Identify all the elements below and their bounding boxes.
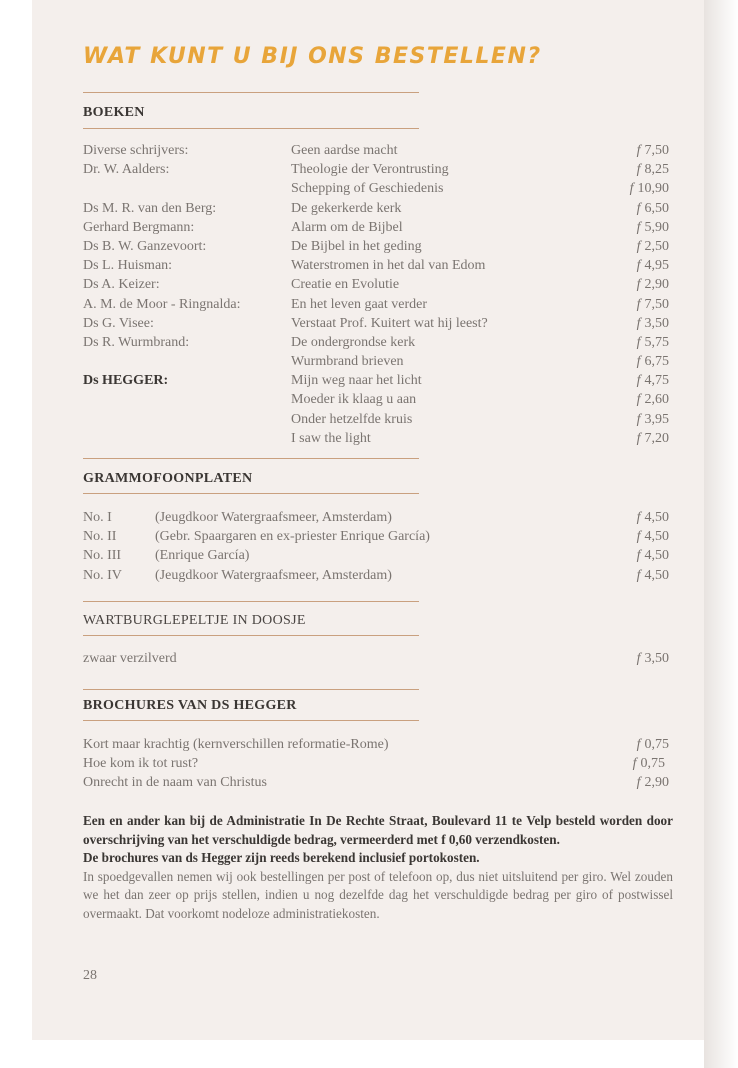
section-rule [83, 493, 419, 494]
brochure-title: Kort maar krachtig (kernverschillen reformatie-Rome) [83, 737, 389, 752]
book-row [83, 314, 673, 333]
book-title: Waterstromen in het dal van Edom [291, 258, 486, 274]
book-price [637, 410, 669, 429]
book-row [83, 256, 673, 275]
book-title: De ondergrondse kerk [291, 334, 416, 350]
record-description: (Gebr. Spaargaren en ex-priester Enrique García) [155, 529, 430, 545]
brochure-price [637, 735, 669, 754]
price-value: 6,75 [644, 354, 669, 370]
page-edge [704, 0, 738, 1068]
currency-symbol: f [632, 756, 637, 772]
brochure-title: Hoe kom ik tot rust? [83, 756, 199, 772]
spoon-row [83, 649, 673, 668]
price-value: 6,50 [644, 200, 669, 216]
book-price [637, 256, 669, 275]
price-value: 4,50 [644, 567, 669, 583]
book-title: Wurmbrand brieven [291, 354, 404, 370]
currency-symbol: f [636, 200, 641, 216]
record-description: (Jeugdkoor Watergraafsmeer, Amsterdam) [155, 510, 392, 525]
brochure-row [83, 735, 673, 754]
currency-symbol: f [636, 354, 641, 370]
price-value: 7,50 [644, 143, 669, 158]
brochure-price [637, 773, 669, 792]
book-price [637, 237, 669, 256]
book-row [83, 410, 673, 429]
book-price [637, 314, 669, 333]
price-value: 0,75 [644, 737, 669, 752]
price-value: 4,75 [644, 373, 669, 389]
section-rule [83, 720, 419, 721]
brochure-row [83, 754, 673, 773]
price-value: 4,95 [644, 258, 669, 274]
book-author: Ds HEGGER: [83, 373, 169, 389]
book-author: Diverse schrijvers: [83, 143, 189, 158]
record-description: (Jeugdkoor Watergraafsmeer, Amsterdam) [155, 567, 392, 583]
brochure-row [83, 773, 673, 792]
brochures-list [83, 735, 673, 793]
record-price [637, 527, 669, 546]
price-value: 7,20 [644, 430, 669, 446]
currency-symbol: f [629, 181, 634, 197]
price-value: 4,50 [644, 510, 669, 525]
book-title: Moeder ik klaag u aan [291, 392, 417, 408]
book-row [83, 218, 673, 237]
currency-symbol: f [636, 411, 641, 427]
record-number: No. IV [83, 567, 122, 583]
price-value: 4,50 [644, 529, 669, 545]
currency-symbol: f [636, 529, 641, 545]
currency-symbol: f [636, 334, 641, 350]
currency-symbol: f [636, 219, 641, 235]
book-title: En het leven gaat verder [291, 296, 428, 312]
price-value: 3,95 [644, 411, 669, 427]
book-title: De gekerkerde kerk [291, 200, 402, 216]
price-value: 2,60 [644, 392, 669, 408]
section-rule [83, 458, 419, 459]
book-row [83, 371, 673, 390]
order-instructions: Een en ander kan bij de Administratie In De Rechte Straat, Boulevard 11 te Velp besteld worden door overschrijving van het verschuldigde bedrag, vermeerderd met f 0,60 verzendkosten. [83, 813, 673, 847]
urgent-orders-note: In spoedgevallen nemen wij ook bestellingen per post of telefoon op, dus niet uitsluitend per giro. Wel zouden we het dan zeer op prijs stellen, indien u nog dezelfde dag het verschuldigde bedrag per giro of postwissel overmaakt. Dat voorkomt nodeloze administratiekosten. [83, 868, 673, 921]
book-author: Ds B. W. Ganzevoort: [83, 238, 207, 254]
section-rule [83, 635, 419, 636]
price-value: 10,90 [637, 181, 669, 197]
book-price [637, 218, 669, 237]
price-value: 7,50 [644, 296, 669, 312]
book-row [83, 179, 673, 198]
book-row [83, 352, 673, 371]
price-value: 3,50 [644, 315, 669, 331]
order-information [83, 812, 673, 924]
price-value: 5,75 [644, 334, 669, 350]
book-price [637, 141, 669, 160]
record-row [83, 566, 673, 585]
book-row [83, 390, 673, 409]
records-list [83, 508, 673, 585]
book-price [637, 352, 669, 371]
book-row [83, 275, 673, 294]
currency-symbol: f [636, 277, 641, 293]
book-row [83, 333, 673, 352]
book-row [83, 295, 673, 314]
price-value: 2,50 [644, 238, 669, 254]
record-row [83, 527, 673, 546]
section-heading-brochures: BROCHURES VAN DS HEGGER [83, 698, 297, 713]
currency-symbol: f [636, 296, 641, 312]
currency-symbol: f [636, 238, 641, 254]
book-row [83, 141, 673, 160]
book-row [83, 237, 673, 256]
currency-symbol: f [636, 430, 641, 446]
book-price [637, 371, 669, 390]
currency-symbol: f [636, 315, 641, 331]
spoon-list [83, 649, 673, 668]
price-value: 4,50 [644, 548, 669, 564]
spoon-price [637, 649, 669, 668]
book-title: De Bijbel in het geding [291, 238, 422, 254]
book-title: Mijn weg naar het licht [291, 373, 422, 389]
book-price [637, 333, 669, 352]
currency-symbol: f [636, 258, 641, 274]
books-list [83, 141, 673, 448]
section-rule [83, 601, 419, 602]
record-number: No. III [83, 548, 122, 564]
record-price [637, 566, 669, 585]
currency-symbol: f [636, 510, 641, 525]
price-value: 2,90 [644, 277, 669, 293]
currency-symbol: f [636, 651, 641, 666]
page-number: 28 [83, 968, 97, 983]
section-rule [83, 128, 419, 129]
brochure-title: Onrecht in de naam van Christus [83, 775, 267, 791]
record-description: (Enrique García) [155, 548, 250, 564]
book-author: Ds A. Keizer: [83, 277, 160, 293]
currency-symbol: f [636, 775, 641, 791]
book-author: Dr. W. Aalders: [83, 162, 170, 178]
book-title: Creatie en Evolutie [291, 277, 400, 293]
spoon-description: zwaar verzilverd [83, 651, 177, 666]
record-row [83, 546, 673, 565]
bottom-margin [32, 1040, 704, 1068]
book-row [83, 429, 673, 448]
book-title: Theologie der Verontrusting [291, 162, 449, 178]
price-value: 2,90 [644, 775, 669, 791]
section-rule [83, 689, 419, 690]
currency-symbol: f [636, 548, 641, 564]
book-author: Ds R. Wurmbrand: [83, 334, 190, 350]
book-price [630, 179, 669, 198]
book-price [637, 160, 669, 179]
book-author: Gerhard Bergmann: [83, 219, 195, 235]
book-author: Ds M. R. van den Berg: [83, 200, 217, 216]
currency-symbol: f [636, 373, 641, 389]
currency-symbol: f [636, 567, 641, 583]
record-price [637, 546, 669, 565]
record-number: No. I [83, 510, 112, 525]
book-author: Ds G. Visee: [83, 315, 154, 331]
book-price [637, 275, 669, 294]
section-heading-boeken: BOEKEN [83, 105, 145, 120]
price-value: 8,25 [644, 162, 669, 178]
book-row [83, 160, 673, 179]
currency-symbol: f [636, 143, 641, 158]
section-heading-grammofoonplaten: GRAMMOFOONPLATEN [83, 471, 253, 486]
book-price [637, 199, 669, 218]
book-price [637, 429, 669, 448]
book-author: A. M. de Moor - Ringnalda: [83, 296, 241, 312]
price-value: 3,50 [644, 651, 669, 666]
book-author: Ds L. Huisman: [83, 258, 173, 274]
record-row [83, 508, 673, 527]
book-title: Geen aardse macht [291, 143, 398, 158]
currency-symbol: f [636, 392, 641, 408]
page-title: WAT KUNT U BIJ ONS BESTELLEN? [83, 44, 542, 69]
section-heading-wartburg: WARTBURGLEPELTJE IN DOOSJE [83, 613, 306, 628]
book-title: Verstaat Prof. Kuitert wat hij leest? [291, 315, 488, 331]
currency-symbol: f [636, 162, 641, 178]
record-price [637, 508, 669, 527]
currency-symbol: f [636, 737, 641, 752]
brochure-price [633, 754, 665, 773]
price-value: 0,75 [640, 756, 665, 772]
book-title: I saw the light [291, 430, 371, 446]
book-title: Onder hetzelfde kruis [291, 411, 413, 427]
section-rule [83, 92, 419, 93]
record-number: No. II [83, 529, 117, 545]
book-price [637, 390, 669, 409]
book-title: Alarm om de Bijbel [291, 219, 403, 235]
book-row [83, 199, 673, 218]
price-value: 5,90 [644, 219, 669, 235]
book-title: Schepping of Geschiedenis [291, 181, 444, 197]
book-price [637, 295, 669, 314]
postage-note: De brochures van ds Hegger zijn reeds berekend inclusief portokosten. [83, 850, 480, 866]
